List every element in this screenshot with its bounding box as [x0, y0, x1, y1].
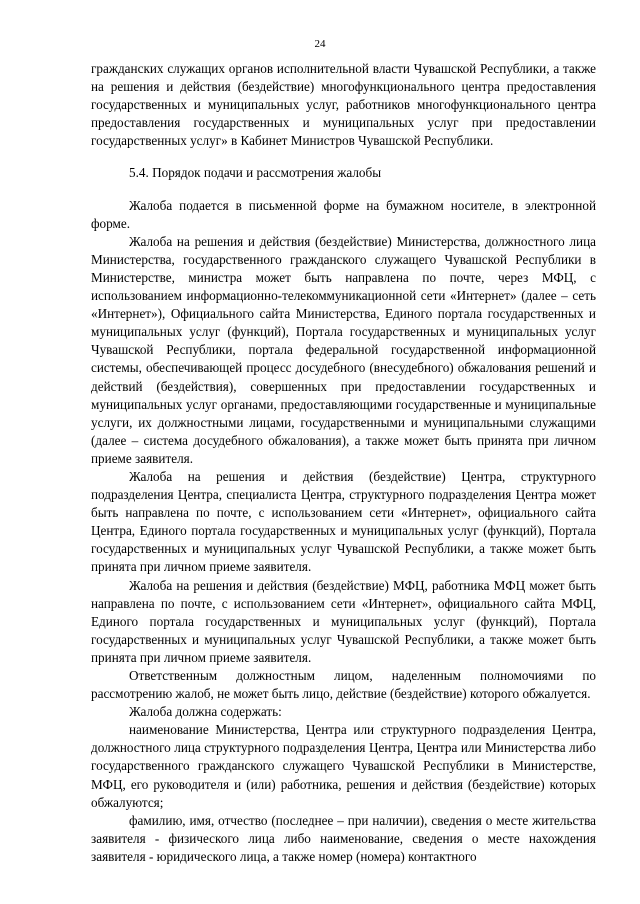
paragraph: Жалоба подается в письменной форме на бумажном носителе, в электронной форме. [91, 197, 596, 231]
paragraph: Жалоба на решения и действия (бездействие) Центра, структурного подразделения Центра, специалиста Центра, структурного подразделения Центра может быть направлена по почте, с использованием сети «Интернет», официального сайта Центра, Единого портала государственных и муниципальных услуг (функций), Портала государственных и муниципальных услуг Чувашской Республики, а также может быть принята при личном приеме заявителя. [91, 468, 596, 575]
paragraph-continuation: гражданских служащих органов исполнительной власти Чувашской Республики, а также на решения и действия (бездействие) многофункционального центра предоставления государственных и муниципальных услуг, работников многофункционального центра предоставления государственных и муниципальных услуг при предоставлении государственных услуг» в Кабинет Министров Чувашской Республики. [91, 61, 596, 149]
paragraph: Жалоба на решения и действия (бездействие) Министерства, должностного лица Министерства, государственного гражданского служащего Чувашской Республики в Министерстве, министра может быть направлена по почте, через МФЦ, с использованием информационно-телекоммуникационной сети «Интернет» (далее – сеть «Интернет»), Официального сайта Министерства, Единого портала государственных и муниципальных услуг (функций), Портала государственных и муниципальных услуг Чувашской Республики, портала федеральной государственной информационной системы, обеспечивающей процесс досудебного (внесудебного) обжалования решений и действий (бездействия), совершенных при предоставлении государственных и муниципальных услуг органами, предоставляющими государственные и муниципальные услуги, их должностными лицами, государственными и муниципальными служащими (далее – система досудебного обжалования), а также может быть принята при личном приеме заявителя. [91, 233, 596, 466]
paragraph: наименование Министерства, Центра или структурного подразделения Центра, должностного лица структурного подразделения Центра, Центра или Министерства либо государственного гражданского служащего Чувашской Республики в Министерстве, МФЦ, его руководителя и (или) работника, решения и действия (бездействие) которых обжалуются; [91, 722, 596, 810]
paragraph: фамилию, имя, отчество (последнее – при наличии), сведения о месте жительства заявителя - физического лица либо наименование, сведения о месте нахождения заявителя - юридического лица, а также номер (номера) контактного [91, 812, 596, 864]
paragraph: Жалоба на решения и действия (бездействие) МФЦ, работника МФЦ может быть направлена по почте, с использованием сети «Интернет», официального сайта МФЦ, Единого портала государственных и муниципальных услуг (функций), Портала государственных и муниципальных услуг Чувашской Республики, а также может быть принята при личном приеме заявителя. [91, 577, 596, 665]
paragraph: Ответственным должностным лицом, наделенным полномочиями по рассмотрению жалоб, не может быть лицо, действие (бездействие) которого обжалуется. [91, 668, 596, 702]
paragraph: Жалоба должна содержать: [129, 704, 282, 720]
section-heading: 5.4. Порядок подачи и рассмотрения жалобы [129, 165, 382, 181]
page-number: 24 [314, 38, 326, 50]
document-body [91, 60, 596, 866]
